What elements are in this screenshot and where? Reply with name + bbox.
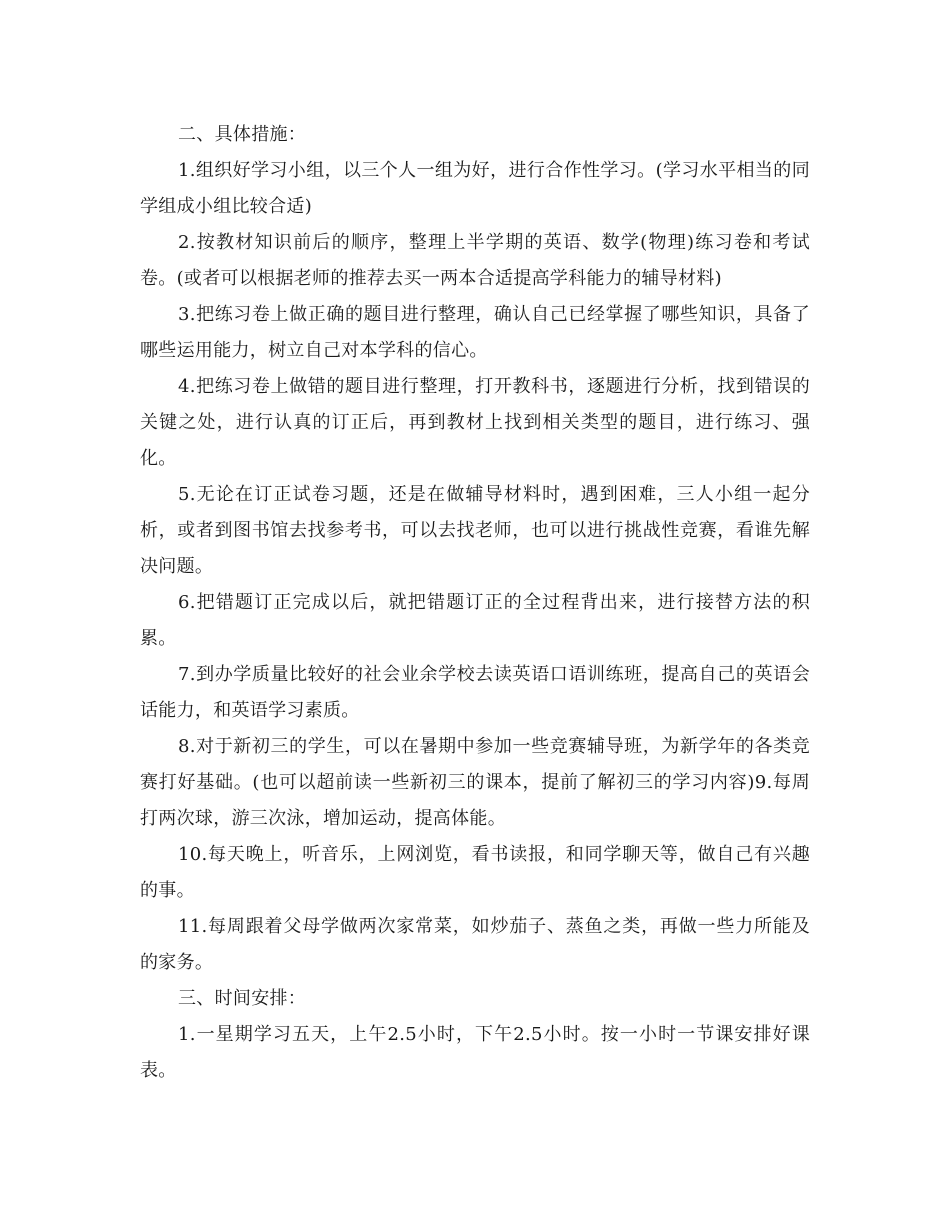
section-heading-measures: 二、具体措施： xyxy=(178,124,307,145)
list-item: 11.每周跟着父母学做两次家常菜，如炒茄子、蒸鱼之类，再做一些力所能及的家务。 xyxy=(140,916,810,973)
list-item: 5.无论在订正试卷习题，还是在做辅导材料时，遇到困难，三人小组一起分析，或者到图书馆去找参考书，可以去找老师，也可以进行挑战性竞赛，看谁先解决问题。 xyxy=(140,484,810,577)
section-heading-schedule: 三、时间安排： xyxy=(178,988,307,1009)
list-item: 7.到办学质量比较好的社会业余学校去读英语口语训练班，提高自己的英语会话能力，和英语学习素质。 xyxy=(140,664,810,721)
list-item: 1.一星期学习五天，上午2.5小时，下午2.5小时。按一小时一节课安排好课表。 xyxy=(140,1024,810,1081)
list-item: 3.把练习卷上做正确的题目进行整理，确认自己已经掌握了哪些知识，具备了哪些运用能力，树立自己对本学科的信心。 xyxy=(140,304,810,361)
document-body xyxy=(140,117,810,1089)
list-item: 6.把错题订正完成以后，就把错题订正的全过程背出来，进行接替方法的积累。 xyxy=(140,592,810,649)
list-item: 2.按教材知识前后的顺序，整理上半学期的英语、数学(物理)练习卷和考试卷。(或者可以根据老师的推荐去买一两本合适提高学科能力的辅导材料) xyxy=(140,232,810,289)
list-item: 10.每天晚上，听音乐，上网浏览，看书读报，和同学聊天等，做自己有兴趣的事。 xyxy=(140,844,810,901)
list-item: 1.组织好学习小组，以三个人一组为好，进行合作性学习。(学习水平相当的同学组成小组比较合适) xyxy=(140,160,810,217)
list-item: 4.把练习卷上做错的题目进行整理，打开教科书，逐题进行分析，找到错误的关键之处，进行认真的订正后，再到教材上找到相关类型的题目，进行练习、强化。 xyxy=(140,376,810,469)
list-item: 8.对于新初三的学生，可以在暑期中参加一些竞赛辅导班，为新学年的各类竞赛打好基础。(也可以超前读一些新初三的课本，提前了解初三的学习内容)9.每周打两次球，游三次泳，增加运动，提高体能。 xyxy=(140,736,810,829)
